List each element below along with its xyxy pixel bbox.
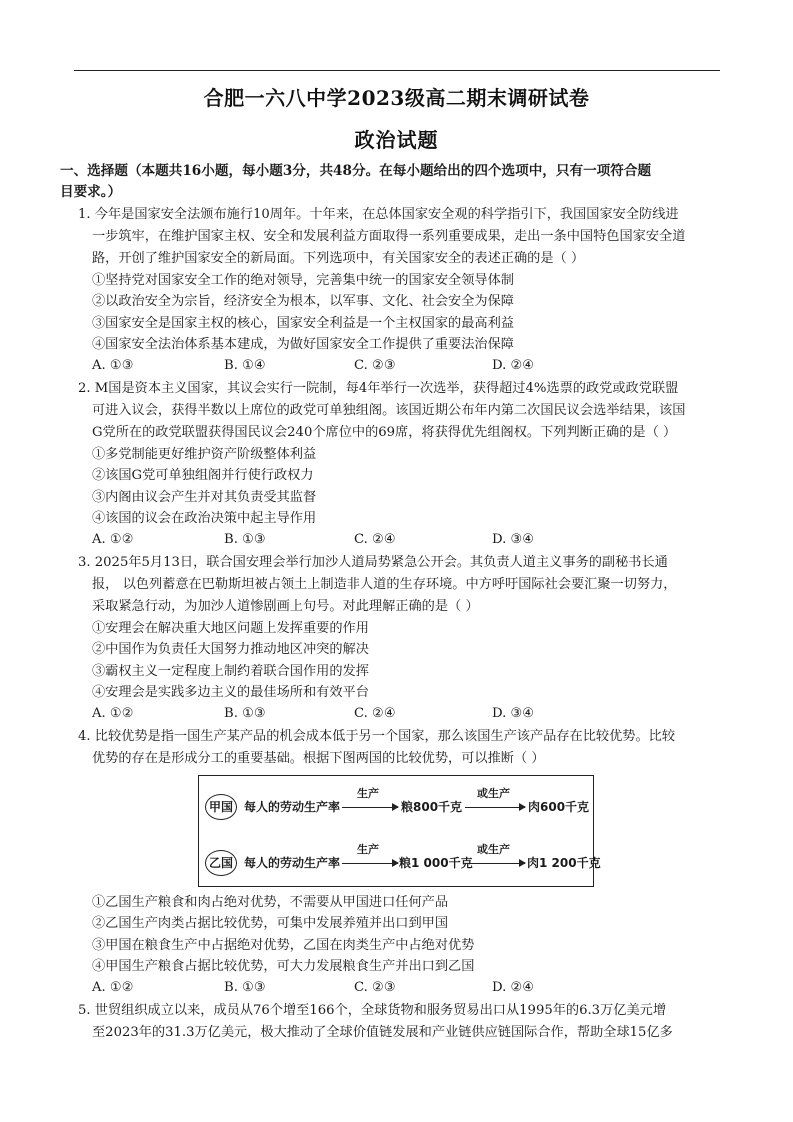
q2-stem-line: G党所在的政党联盟获得国民议会240个席位中的69席，将获得优先组阁权。下列判断正确的是（ ） (92, 425, 677, 440)
or-produce-label: 或生产 (477, 843, 510, 856)
produce-label: 生产 (357, 787, 379, 800)
q3-option-d[interactable]: D. ③④ (492, 706, 535, 721)
q4-option-c[interactable]: C. ②③ (354, 980, 396, 995)
q1-statement: ③国家安全是国家主权的核心，国家安全利益是一个主权国家的最高利益 (92, 316, 514, 331)
q3-option-b[interactable]: B. ①③ (224, 706, 266, 721)
q2-option-c[interactable]: C. ②④ (354, 532, 396, 547)
productivity-label: 每人的劳动生产率 (244, 856, 341, 870)
grain-output: 粮1 000千克 (399, 856, 473, 870)
meat-output: 肉1 200千克 (527, 856, 601, 870)
arrow-icon (465, 807, 525, 808)
q1-statement: ①坚持党对国家安全工作的绝对领导，完善集中统一的国家安全领导体制 (92, 273, 514, 288)
q5-stem-line: 5. 世贸组织成立以来，成员从76个增至166个，全球货物和服务贸易出口从1995年的6.3万亿美元增 (78, 1003, 667, 1018)
q4-statement: ③甲国在粮食生产中占据绝对优势，乙国在肉类生产中占绝对优势 (92, 938, 475, 953)
q4-statement: ①乙国生产粮食和肉占绝对优势，不需要从甲国进口任何产品 (92, 895, 449, 910)
q4-stem-line: 4. 比较优势是指一国生产某产品的机会成本低于另一个国家，那么该国生产该产品存在比较优势。比较 (78, 729, 676, 744)
q4-statement: ④甲国生产粮食占据比较优势，可大力发展粮食生产并出口到乙国 (92, 959, 475, 974)
q2-option-d[interactable]: D. ③④ (492, 532, 535, 547)
q3-statement: ③霸权主义一定程度上制约着联合国作用的发挥 (92, 664, 369, 679)
arrow-icon (465, 863, 525, 864)
header-rule (74, 70, 720, 71)
q3-statement: ①安理会在解决重大地区问题上发挥重要的作用 (92, 621, 369, 636)
q2-statement: ②该国G党可单独组阁并行使行政权力 (92, 468, 314, 483)
meat-output: 肉600千克 (528, 800, 590, 814)
q1-statement: ④国家安全法治体系基本建成，为做好国家安全工作提供了重要法治保障 (92, 337, 514, 352)
q4-stem-line: 优势的存在是形成分工的重要基础。根据下图两国的比较优势，可以推断（ ） (92, 751, 545, 766)
q3-stem-line: 报， 以色列蓄意在巴勒斯坦被占领土上制造非人道的生存环境。中方呼吁国际社会要汇聚一切努力， (92, 577, 677, 592)
q1-stem-line: 1. 今年是国家安全法颁布施行10周年。十年来，在总体国家安全观的科学指引下，我国国家安全防线进 (78, 207, 679, 222)
arrow-icon (342, 863, 398, 864)
exam-title: 合肥一六八中学2023级高二期末调研试卷 (203, 86, 590, 110)
q1-option-b[interactable]: B. ①④ (224, 358, 266, 373)
q3-stem-line: 3. 2025年5月13日，联合国安理会举行加沙人道局势紧急公开会。其负责人道主义事务的副秘书长通 (78, 555, 668, 570)
q3-stem-line: 采取紧急行动，为加沙人道惨剧画上句号。对此理解正确的是（ ） (92, 599, 479, 614)
section-heading-cont: 目要求。） (60, 184, 122, 200)
grain-output: 粮800千克 (401, 800, 463, 814)
productivity-label: 每人的劳动生产率 (244, 800, 341, 814)
produce-label: 生产 (357, 843, 379, 856)
q1-option-d[interactable]: D. ②④ (492, 358, 535, 373)
q2-statement: ①多党制能更好维护资产阶级整体利益 (92, 447, 317, 462)
q2-stem-line: 2. M国是资本主义国家，其议会实行一院制，每4年举行一次选举，获得超过4%选票的政党或政党联盟 (78, 381, 679, 396)
q1-option-c[interactable]: C. ②③ (354, 358, 396, 373)
q4-option-a[interactable]: A. ①② (92, 980, 134, 995)
q1-stem-line: 一步筑牢，在维护国家主权、安全和发展利益方面取得一系列重要成果，走出一条中国特色国家安全道 (92, 229, 686, 244)
q3-option-c[interactable]: C. ②④ (354, 706, 396, 721)
section-heading: 一、选择题（本题共16小题，每小题3分，共48分。在每小题给出的四个选项中，只有一项符合题 (60, 163, 652, 179)
q2-stem-line: 可进入议会，获得半数以上席位的政党可单独组阁。该国近期公布年内第二次国民议会选举结果，该国 (92, 403, 686, 418)
exam-subtitle: 政治试题 (354, 128, 439, 152)
q1-option-a[interactable]: A. ①③ (92, 358, 134, 373)
q5-stem-line: 至2023年的31.3万亿美元，极大推动了全球价值链发展和产业链供应链国际合作，帮助全球15亿多 (92, 1025, 673, 1040)
q1-statement: ②以政治安全为宗旨，经济安全为根本，以军事、文化、社会安全为保障 (92, 294, 514, 309)
q2-statement: ③内阁由议会产生并对其负责受其监督 (92, 490, 317, 505)
q2-statement: ④该国的议会在政治决策中起主导作用 (92, 511, 317, 526)
comparative-advantage-diagram (198, 775, 601, 887)
q3-statement: ④安理会是实践多边主义的最佳场所和有效平台 (92, 685, 369, 700)
q2-option-b[interactable]: B. ①③ (224, 532, 266, 547)
or-produce-label: 或生产 (477, 787, 510, 800)
country-circle: 乙国 (205, 850, 237, 876)
country-circle: 甲国 (205, 794, 237, 820)
q4-statement: ②乙国生产肉类占据比较优势，可集中发展养殖并出口到甲国 (92, 916, 449, 931)
q2-option-a[interactable]: A. ①② (92, 532, 134, 547)
arrow-icon (342, 807, 398, 808)
q4-option-d[interactable]: D. ②④ (492, 980, 535, 995)
q3-option-a[interactable]: A. ①② (92, 706, 134, 721)
q4-option-b[interactable]: B. ①③ (224, 980, 266, 995)
q1-stem-line: 路，开创了维护国家安全的新局面。下列选项中，有关国家安全的表述正确的是（ ） (92, 251, 585, 266)
q3-statement: ②中国作为负责任大国努力推动地区冲突的解决 (92, 642, 369, 657)
